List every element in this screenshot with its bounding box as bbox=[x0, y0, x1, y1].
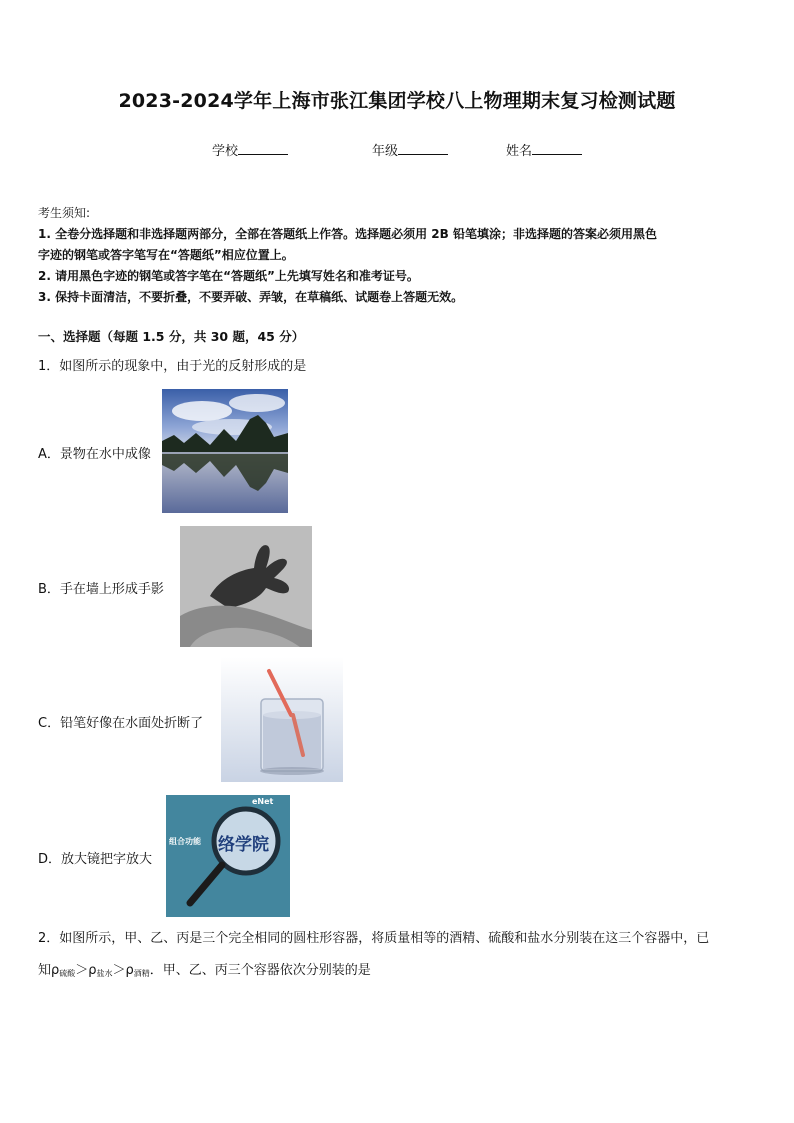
option-d: D．放大镜把字放大 bbox=[38, 852, 153, 867]
question-2-line2 bbox=[38, 959, 371, 979]
q2-gt2: ＞ρ bbox=[112, 963, 134, 978]
lake-reflection-image bbox=[162, 389, 288, 513]
school-field bbox=[212, 140, 288, 159]
question-2-line1: 2．如图所示，甲、乙、丙是三个完全相同的圆柱形容器，将质量相等的酒精、硫酸和盐水分别装在这三个容器中，已 bbox=[38, 931, 710, 946]
q2-sub-alcohol: 酒精 bbox=[133, 969, 150, 978]
question-1-stem: 1．如图所示的现象中，由于光的反射形成的是 bbox=[38, 359, 307, 374]
enet-logo: eNet bbox=[252, 797, 274, 806]
exam-notes bbox=[38, 203, 657, 308]
name-blank bbox=[532, 142, 582, 155]
q2-sub-sulfuric: 硫酸 bbox=[59, 969, 76, 978]
hand-shadow-image bbox=[180, 526, 312, 647]
magnifier-small-text: 组合功能 bbox=[169, 837, 201, 846]
magnifier-big-text: 络学院 bbox=[218, 835, 269, 855]
school-label: 学校 bbox=[212, 144, 239, 159]
option-b: B．手在墙上形成手影 bbox=[38, 582, 164, 597]
notes-line: 3. 保持卡面清洁，不要折叠，不要弄破、弄皱，在草稿纸、试题卷上答题无效。 bbox=[38, 290, 464, 304]
option-a: A．景物在水中成像 bbox=[38, 447, 151, 462]
name-label: 姓名 bbox=[506, 144, 533, 159]
option-c: C．铅笔好像在水面处折断了 bbox=[38, 716, 204, 731]
q2-suffix: ．甲、乙、丙三个容器依次分别装的是 bbox=[149, 963, 371, 978]
pencil-in-water-image bbox=[221, 657, 343, 782]
q2-sub-saltwater: 盐水 bbox=[96, 969, 113, 978]
name-field bbox=[506, 140, 582, 159]
notes-line: 2. 请用黑色字迹的钢笔或答字笔在“答题纸”上先填写姓名和准考证号。 bbox=[38, 269, 419, 283]
grade-label: 年级 bbox=[372, 144, 399, 159]
q2-prefix: 知ρ bbox=[38, 963, 60, 978]
magnifier-image bbox=[166, 795, 290, 917]
notes-line: 1. 全卷分选择题和非选择题两部分，全部在答题纸上作答。选择题必须用 2B 铅笔填涂；非选择题的答案必须用黑色 bbox=[38, 227, 657, 241]
notes-heading: 考生须知: bbox=[38, 206, 91, 220]
school-blank bbox=[238, 142, 288, 155]
page-title: 2023-2024学年上海市张江集团学校八上物理期末复习检测试题 bbox=[118, 90, 676, 112]
grade-field bbox=[372, 140, 448, 159]
q2-gt1: ＞ρ bbox=[75, 963, 97, 978]
section-heading: 一、选择题（每题 1.5 分，共 30 题，45 分） bbox=[38, 329, 305, 344]
notes-line: 字迹的钢笔或答字笔写在“答题纸”相应位置上。 bbox=[38, 248, 294, 262]
grade-blank bbox=[398, 142, 448, 155]
